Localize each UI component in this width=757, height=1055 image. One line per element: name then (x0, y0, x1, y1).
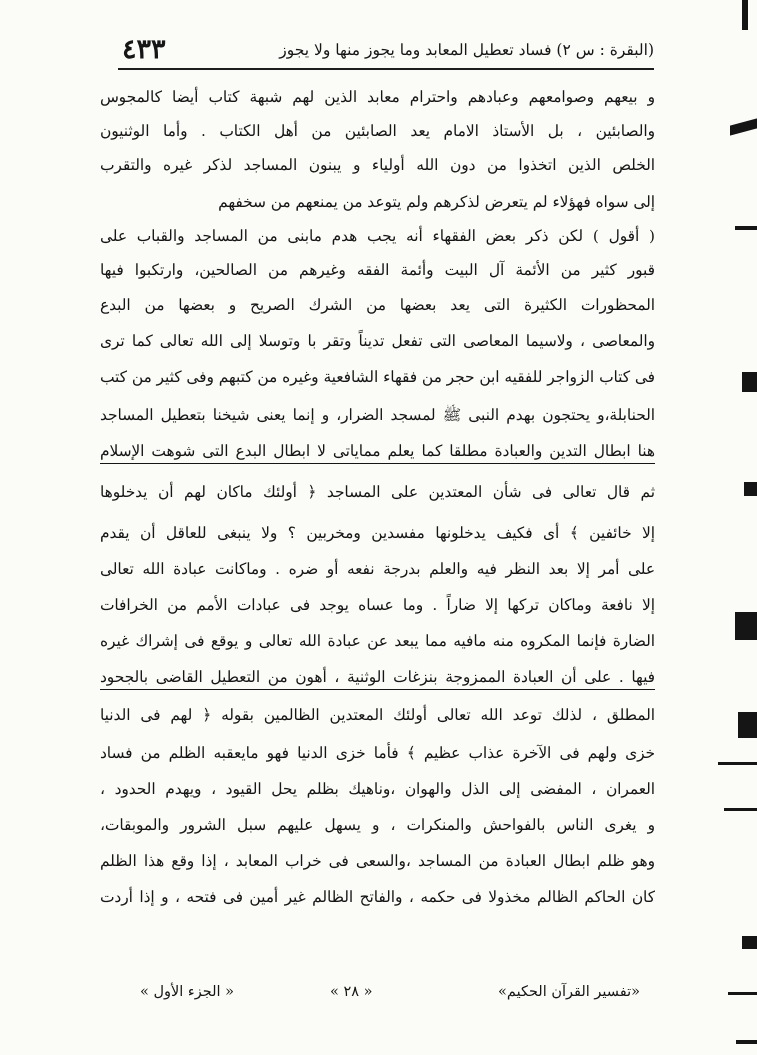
text-line: إلا نافعة وماكان تركها إلا ضاراً . وما عساه يوجد فى عبادات الأمم من الخرافات (100, 596, 655, 614)
footer-volume: « الجزء الأول » (140, 984, 235, 1000)
text-line: الضارة فإنما المكروه منه مافيه مما يبعد عن عبادة الله تعالى و يوقع فى إشراك غيره (100, 632, 655, 650)
footer-book-title: «تفسير القرآن الحكيم» (498, 984, 640, 1000)
running-title: (البقرة : س ٢) فساد تعطيل المعابد وما يجوز منها ولا يجوز (279, 41, 654, 59)
text-line: العمران ، المفضى إلى الذل والهوان ،وناهيك بظلم يحل القيود ، ويهدم الحدود ، (100, 780, 655, 798)
text-line: المحظورات الكثيرة التى يعد بعضها من الشرك الصريح و بعضها من البدع (100, 296, 655, 314)
page-footer (140, 984, 640, 1012)
scan-mark (736, 1040, 757, 1044)
scan-mark (742, 0, 748, 30)
page-header (118, 34, 654, 70)
text-line: هنا ابطال التدين والعبادة مطلقا كما يعلم مماياتى لا ابطال البدع التى شوهت الإسلام (100, 442, 655, 460)
text-line: الخلص الذين اتخذوا من دون الله أولياء و يبنون المساجد لذكر غيره والتقرب (100, 156, 655, 174)
text-line: على أمر إلا بعد النظر فيه والعلم بدرجة نفعه أو ضره . وماكانت عبادة الله تعالى (100, 560, 655, 578)
body-text (100, 80, 655, 980)
scan-mark (738, 712, 757, 738)
scan-mark (744, 482, 757, 496)
scan-mark (735, 612, 757, 640)
text-line: فى كتاب الزواجر للفقيه ابن حجر من فقهاء الشافعية وغيره من كتبهم وفى كثير من كتب (100, 368, 655, 386)
scan-mark (724, 808, 757, 811)
scan-mark (730, 118, 757, 135)
text-line: إلى سواه فهؤلاء لم يتعرض لذكرهم ولم يتوعد من يمنعهم من سخفهم (218, 193, 655, 211)
text-line: إلا خائفين ﴾ أى فكيف يدخلونها مفسدين ومخربين ؟ ولا ينبغى للعاقل أن يقدم (100, 524, 655, 542)
text-line: فيها . على أن العبادة الممزوجة بنزغات الوثنية ، أهون من التعطيل القاضى بالجحود (100, 668, 655, 686)
text-line: ثم قال تعالى فى شأن المعتدين على المساجد ﴿ أولئك ماكان لهم أن يدخلوها (100, 483, 655, 501)
text-line: قبور كثير من الأئمة آل البيت وأئمة الفقه وغيرهم من الصالحين، وارتكبوا فيها (100, 261, 655, 279)
footer-folio: « ٢٨ » (330, 984, 373, 1000)
page-number: ٤٣٣ (122, 34, 166, 65)
text-line: و يغرى الناس بالفواحش والمنكرات ، و يسهل عليهم سبل الشرور والموبقات، (100, 816, 655, 834)
scan-mark (742, 936, 757, 949)
text-line: المطلق ، لذلك توعد الله تعالى أولئك المعتدين الظالمين بقوله ﴿ لهم فى الدنيا (100, 706, 655, 724)
text-line: الحنابلة،و يحتجون بهدم النبى ﷺ لمسجد الضرار، و إنما يعنى شيخنا بتعطيل المساجد (100, 406, 655, 424)
scan-mark (728, 992, 757, 995)
text-line: خزى ولهم فى الآخرة عذاب عظيم ﴾ فأما خزى الدنيا فهو مايعقبه الظلم من فساد (100, 744, 655, 762)
text-line: ( أقول ) لكن ذكر بعض الفقهاء أنه يجب هدم مابنى من المساجد والقباب على (100, 227, 655, 245)
text-line: و بيعهم وصوامعهم وعبادهم واحترام معابد الذين لهم شبهة كتاب أيضا كالمجوس (100, 88, 655, 106)
scan-mark (742, 372, 757, 392)
text-line: كان الحاكم الظالم مخذولا فى حكمه ، والفاتح الظالم غير أمين فى فتحه ، و إذا أردت (100, 888, 655, 906)
scan-mark (718, 762, 757, 765)
text-line: والمعاصى ، ولاسيما المعاصى التى تفعل تديناً وتقر با وتوسلا إلى الله تعالى كما ترى (100, 332, 655, 350)
scan-mark (735, 226, 757, 230)
text-line: والصابئين ، بل الأستاذ الامام يعد الصابئين من أهل الكتاب . وأما الوثنيون (100, 122, 655, 140)
text-line: وهو ظلم ابطال العبادة من المساجد ،والسعى فى خراب المعابد ، إذا وقع هذا الظلم (100, 852, 655, 870)
